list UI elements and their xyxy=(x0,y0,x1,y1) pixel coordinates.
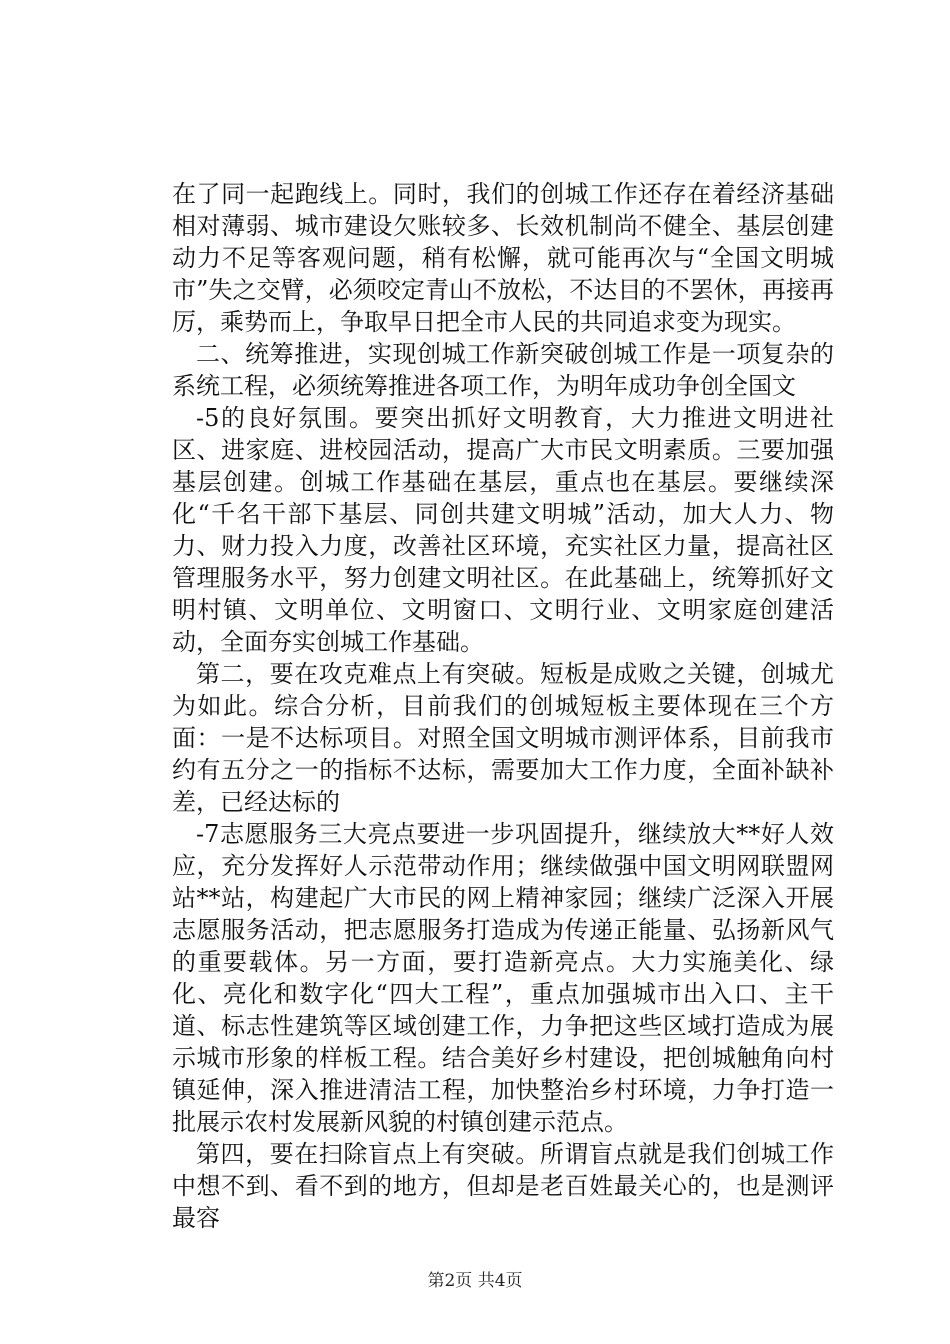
paragraph-4: 第二，要在攻克难点上有突破。短板是成败之关键，创城尤为如此。综合分析，目前我们的创城短板主要体现在三个方面：一是不达标项目。对照全国文明城市测评体系，目前我市约有五分之一的指标不达标，需要加大工作力度，全面补缺补差，已经达标的 xyxy=(172,660,834,816)
page-number-footer: 第2页 共4页 xyxy=(427,1271,523,1291)
paragraph-3: -5的良好氛围。要突出抓好文明教育，大力推进文明进社区、进家庭、进校园活动，提高广大市民文明素质。三要加强基层创建。创城工作基础在基层，重点也在基层。要继续深化“千名干部下基层、同创共建文明城”活动，加大人力、物力、财力投入力度，改善社区环境，充实社区力量，提高社区管理服务水平，努力创建文明社区。在此基础上，统筹抓好文明村镇、文明单位、文明窗口、文明行业、文明家庭创建活动，全面夯实创城工作基础。 xyxy=(172,404,834,656)
paragraph-5: -7志愿服务三大亮点要进一步巩固提升，继续放大**好人效应，充分发挥好人示范带动作用；继续做强中国文明网联盟网站**站，构建起广大市民的网上精神家园；继续广泛深入开展志愿服务活动，把志愿服务打造成为传递正能量、弘扬新风气的重要载体。另一方面，要打造新亮点。大力实施美化、绿化、亮化和数字化“四大工程”，重点加强城市出入口、主干道、标志性建筑等区域创建工作，力争把这些区域打造成为展示城市形象的样板工程。结合美好乡村建设，把创城触角向村镇延伸，深入推进清洁工程，加快整治乡村环境，力争打造一批展示农村发展新风貌的村镇创建示范点。 xyxy=(172,820,834,1136)
document-body xyxy=(172,178,834,1234)
paragraph-2: 二、统筹推进，实现创城工作新突破创城工作是一项复杂的系统工程，必须统筹推进各项工作，为明年成功争创全国文 xyxy=(172,340,834,400)
paragraph-1: 在了同一起跑线上。同时，我们的创城工作还存在着经济基础相对薄弱、城市建设欠账较多、长效机制尚不健全、基层创建动力不足等客观问题，稍有松懈，就可能再次与“全国文明城市”失之交臂，必须咬定青山不放松，不达目的不罢休，再接再厉，乘势而上，争取早日把全市人民的共同追求变为现实。 xyxy=(172,180,834,336)
paragraph-6: 第四，要在扫除盲点上有突破。所谓盲点就是我们创城工作中想不到、看不到的地方，但却是老百姓最关心的，也是测评最容 xyxy=(172,1140,834,1232)
